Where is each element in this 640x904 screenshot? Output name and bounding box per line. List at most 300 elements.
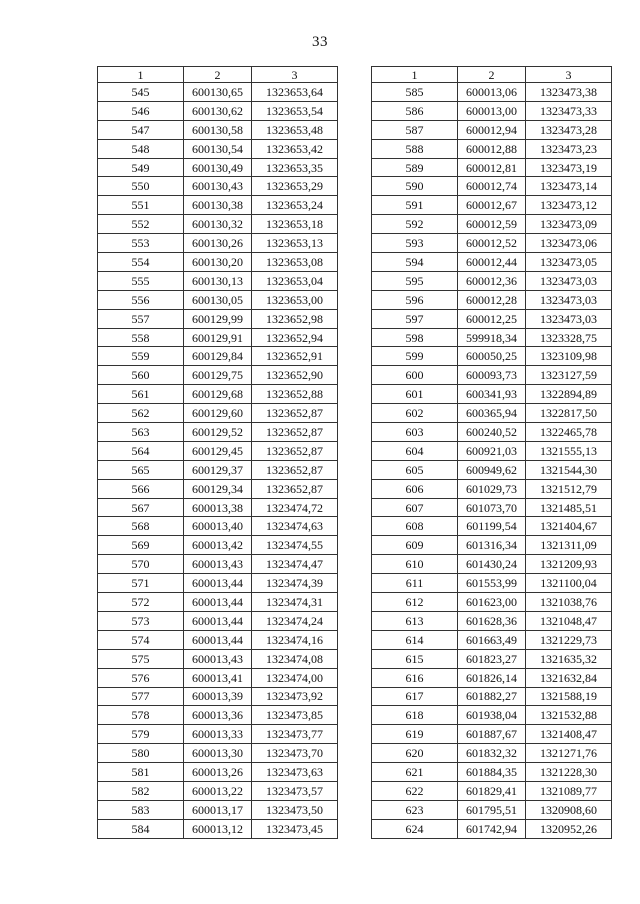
table-row	[372, 649, 612, 668]
x-coordinate-cell: 601823,27	[458, 649, 526, 668]
table-row	[372, 196, 612, 215]
point-number-cell: 603	[372, 423, 458, 442]
y-coordinate-cell: 1321635,32	[526, 649, 612, 668]
x-coordinate-cell: 600129,75	[184, 366, 252, 385]
y-coordinate-cell: 1323473,63	[252, 763, 338, 782]
x-coordinate-cell: 600012,94	[458, 120, 526, 139]
table-row	[98, 630, 338, 649]
x-coordinate-cell: 600130,20	[184, 253, 252, 272]
x-coordinate-cell: 601316,34	[458, 536, 526, 555]
y-coordinate-cell: 1321555,13	[526, 441, 612, 460]
y-coordinate-cell: 1323653,64	[252, 83, 338, 102]
table-row	[98, 687, 338, 706]
table-row	[372, 725, 612, 744]
table-row	[98, 309, 338, 328]
table-row	[98, 649, 338, 668]
point-number-cell: 562	[98, 404, 184, 423]
x-coordinate-cell: 600013,22	[184, 781, 252, 800]
point-number-cell: 567	[98, 498, 184, 517]
table-row	[372, 611, 612, 630]
y-coordinate-cell: 1323473,77	[252, 725, 338, 744]
column-header-x: 2	[458, 67, 526, 83]
point-number-cell: 553	[98, 234, 184, 253]
x-coordinate-cell: 600013,33	[184, 725, 252, 744]
y-coordinate-cell: 1323653,00	[252, 290, 338, 309]
point-number-cell: 560	[98, 366, 184, 385]
y-coordinate-cell: 1323474,39	[252, 574, 338, 593]
point-number-cell: 606	[372, 479, 458, 498]
table-row	[98, 800, 338, 819]
y-coordinate-cell: 1323652,88	[252, 385, 338, 404]
x-coordinate-cell: 601663,49	[458, 630, 526, 649]
x-coordinate-cell: 600013,00	[458, 101, 526, 120]
table-row	[98, 819, 338, 838]
y-coordinate-cell: 1323473,28	[526, 120, 612, 139]
point-number-cell: 548	[98, 139, 184, 158]
table-row	[98, 253, 338, 272]
x-coordinate-cell: 600129,52	[184, 423, 252, 442]
point-number-cell: 550	[98, 177, 184, 196]
x-coordinate-cell: 600130,62	[184, 101, 252, 120]
x-coordinate-cell: 600013,42	[184, 536, 252, 555]
point-number-cell: 551	[98, 196, 184, 215]
x-coordinate-cell: 600013,44	[184, 630, 252, 649]
point-number-cell: 616	[372, 668, 458, 687]
point-number-cell: 605	[372, 460, 458, 479]
table-row	[372, 763, 612, 782]
table-row	[372, 536, 612, 555]
y-coordinate-cell: 1323653,08	[252, 253, 338, 272]
point-number-cell: 608	[372, 517, 458, 536]
x-coordinate-cell: 600130,65	[184, 83, 252, 102]
point-number-cell: 563	[98, 423, 184, 442]
y-coordinate-cell: 1323474,63	[252, 517, 338, 536]
y-coordinate-cell: 1321485,51	[526, 498, 612, 517]
point-number-cell: 549	[98, 158, 184, 177]
x-coordinate-cell: 601795,51	[458, 800, 526, 819]
table-row	[372, 819, 612, 838]
point-number-cell: 584	[98, 819, 184, 838]
point-number-cell: 585	[372, 83, 458, 102]
y-coordinate-cell: 1321311,09	[526, 536, 612, 555]
y-coordinate-cell: 1322894,89	[526, 385, 612, 404]
point-number-cell: 575	[98, 649, 184, 668]
point-number-cell: 614	[372, 630, 458, 649]
table-row	[372, 498, 612, 517]
table-row	[98, 177, 338, 196]
table-row	[98, 328, 338, 347]
point-number-cell: 568	[98, 517, 184, 536]
point-number-cell: 590	[372, 177, 458, 196]
y-coordinate-cell: 1323473,05	[526, 253, 612, 272]
point-number-cell: 557	[98, 309, 184, 328]
y-coordinate-cell: 1323653,42	[252, 139, 338, 158]
table-row	[372, 101, 612, 120]
table-header-row	[98, 67, 338, 83]
y-coordinate-cell: 1320908,60	[526, 800, 612, 819]
y-coordinate-cell: 1323473,85	[252, 706, 338, 725]
x-coordinate-cell: 601628,36	[458, 611, 526, 630]
x-coordinate-cell: 601884,35	[458, 763, 526, 782]
point-number-cell: 611	[372, 574, 458, 593]
table-header-row	[372, 67, 612, 83]
table-row	[372, 215, 612, 234]
x-coordinate-cell: 600129,34	[184, 479, 252, 498]
table-row	[372, 423, 612, 442]
table-row	[372, 139, 612, 158]
column-header-y: 3	[252, 67, 338, 83]
point-number-cell: 570	[98, 555, 184, 574]
coordinates-table-right-body	[372, 67, 612, 839]
y-coordinate-cell: 1323652,87	[252, 404, 338, 423]
y-coordinate-cell: 1321038,76	[526, 593, 612, 612]
table-row	[372, 441, 612, 460]
x-coordinate-cell: 600013,43	[184, 555, 252, 574]
y-coordinate-cell: 1323474,16	[252, 630, 338, 649]
x-coordinate-cell: 600012,44	[458, 253, 526, 272]
x-coordinate-cell: 600130,54	[184, 139, 252, 158]
y-coordinate-cell: 1323473,70	[252, 744, 338, 763]
point-number-cell: 620	[372, 744, 458, 763]
point-number-cell: 591	[372, 196, 458, 215]
y-coordinate-cell: 1321100,04	[526, 574, 612, 593]
point-number-cell: 618	[372, 706, 458, 725]
coordinates-table-left-body	[98, 67, 338, 839]
point-number-cell: 547	[98, 120, 184, 139]
point-number-cell: 615	[372, 649, 458, 668]
table-row	[372, 517, 612, 536]
y-coordinate-cell: 1321408,47	[526, 725, 612, 744]
x-coordinate-cell: 600129,45	[184, 441, 252, 460]
table-row	[372, 630, 612, 649]
table-row	[98, 593, 338, 612]
table-row	[98, 385, 338, 404]
x-coordinate-cell: 600013,40	[184, 517, 252, 536]
table-row	[98, 158, 338, 177]
point-number-cell: 623	[372, 800, 458, 819]
point-number-cell: 589	[372, 158, 458, 177]
y-coordinate-cell: 1323652,87	[252, 460, 338, 479]
x-coordinate-cell: 600130,58	[184, 120, 252, 139]
x-coordinate-cell: 600012,59	[458, 215, 526, 234]
table-row	[372, 120, 612, 139]
point-number-cell: 622	[372, 781, 458, 800]
point-number-cell: 600	[372, 366, 458, 385]
y-coordinate-cell: 1321544,30	[526, 460, 612, 479]
table-row	[98, 441, 338, 460]
table-row	[372, 328, 612, 347]
x-coordinate-cell: 600130,26	[184, 234, 252, 253]
table-row	[98, 234, 338, 253]
x-coordinate-cell: 600013,06	[458, 83, 526, 102]
table-row	[98, 120, 338, 139]
y-coordinate-cell: 1321209,93	[526, 555, 612, 574]
point-number-cell: 597	[372, 309, 458, 328]
point-number-cell: 574	[98, 630, 184, 649]
y-coordinate-cell: 1323473,03	[526, 290, 612, 309]
x-coordinate-cell: 600129,99	[184, 309, 252, 328]
table-row	[372, 290, 612, 309]
x-coordinate-cell: 600013,30	[184, 744, 252, 763]
point-number-cell: 621	[372, 763, 458, 782]
x-coordinate-cell: 600012,88	[458, 139, 526, 158]
point-number-cell: 546	[98, 101, 184, 120]
x-coordinate-cell: 600050,25	[458, 347, 526, 366]
y-coordinate-cell: 1323473,19	[526, 158, 612, 177]
table-row	[372, 687, 612, 706]
y-coordinate-cell: 1323474,55	[252, 536, 338, 555]
table-row	[372, 366, 612, 385]
point-number-cell: 624	[372, 819, 458, 838]
table-row	[98, 706, 338, 725]
y-coordinate-cell: 1323473,12	[526, 196, 612, 215]
x-coordinate-cell: 601742,94	[458, 819, 526, 838]
table-row	[98, 517, 338, 536]
y-coordinate-cell: 1323473,09	[526, 215, 612, 234]
table-row	[372, 706, 612, 725]
table-row	[372, 253, 612, 272]
point-number-cell: 577	[98, 687, 184, 706]
point-number-cell: 552	[98, 215, 184, 234]
table-row	[372, 593, 612, 612]
x-coordinate-cell: 600013,26	[184, 763, 252, 782]
point-number-cell: 565	[98, 460, 184, 479]
y-coordinate-cell: 1321228,30	[526, 763, 612, 782]
x-coordinate-cell: 601887,67	[458, 725, 526, 744]
y-coordinate-cell: 1323473,14	[526, 177, 612, 196]
x-coordinate-cell: 600129,84	[184, 347, 252, 366]
y-coordinate-cell: 1323474,08	[252, 649, 338, 668]
point-number-cell: 545	[98, 83, 184, 102]
x-coordinate-cell: 601199,54	[458, 517, 526, 536]
x-coordinate-cell: 600013,41	[184, 668, 252, 687]
table-row	[372, 234, 612, 253]
point-number-cell: 561	[98, 385, 184, 404]
point-number-cell: 588	[372, 139, 458, 158]
table-row	[372, 385, 612, 404]
y-coordinate-cell: 1321229,73	[526, 630, 612, 649]
table-row	[372, 668, 612, 687]
table-row	[372, 479, 612, 498]
table-row	[98, 290, 338, 309]
x-coordinate-cell: 600013,43	[184, 649, 252, 668]
y-coordinate-cell: 1323652,87	[252, 423, 338, 442]
x-coordinate-cell: 600093,73	[458, 366, 526, 385]
point-number-cell: 593	[372, 234, 458, 253]
table-row	[372, 177, 612, 196]
y-coordinate-cell: 1323473,06	[526, 234, 612, 253]
x-coordinate-cell: 600012,28	[458, 290, 526, 309]
table-row	[98, 668, 338, 687]
y-coordinate-cell: 1323109,98	[526, 347, 612, 366]
x-coordinate-cell: 601938,04	[458, 706, 526, 725]
table-row	[372, 744, 612, 763]
x-coordinate-cell: 600012,74	[458, 177, 526, 196]
point-number-cell: 572	[98, 593, 184, 612]
y-coordinate-cell: 1322465,78	[526, 423, 612, 442]
y-coordinate-cell: 1323473,03	[526, 271, 612, 290]
column-header-y: 3	[526, 67, 612, 83]
y-coordinate-cell: 1323652,90	[252, 366, 338, 385]
y-coordinate-cell: 1323473,50	[252, 800, 338, 819]
table-row	[98, 536, 338, 555]
y-coordinate-cell: 1323474,47	[252, 555, 338, 574]
table-row	[372, 309, 612, 328]
table-row	[98, 215, 338, 234]
x-coordinate-cell: 601882,27	[458, 687, 526, 706]
point-number-cell: 594	[372, 253, 458, 272]
point-number-cell: 582	[98, 781, 184, 800]
point-number-cell: 613	[372, 611, 458, 630]
y-coordinate-cell: 1323473,45	[252, 819, 338, 838]
point-number-cell: 609	[372, 536, 458, 555]
x-coordinate-cell: 601623,00	[458, 593, 526, 612]
table-row	[372, 404, 612, 423]
x-coordinate-cell: 601829,41	[458, 781, 526, 800]
x-coordinate-cell: 600129,68	[184, 385, 252, 404]
x-coordinate-cell: 600013,12	[184, 819, 252, 838]
table-row	[98, 555, 338, 574]
x-coordinate-cell: 601553,99	[458, 574, 526, 593]
x-coordinate-cell: 600130,05	[184, 290, 252, 309]
y-coordinate-cell: 1323127,59	[526, 366, 612, 385]
x-coordinate-cell: 600013,17	[184, 800, 252, 819]
point-number-cell: 607	[372, 498, 458, 517]
point-number-cell: 555	[98, 271, 184, 290]
y-coordinate-cell: 1323652,87	[252, 479, 338, 498]
point-number-cell: 601	[372, 385, 458, 404]
y-coordinate-cell: 1323653,04	[252, 271, 338, 290]
page-number: 33	[312, 34, 328, 50]
y-coordinate-cell: 1323328,75	[526, 328, 612, 347]
point-number-cell: 586	[372, 101, 458, 120]
point-number-cell: 604	[372, 441, 458, 460]
y-coordinate-cell: 1323652,87	[252, 441, 338, 460]
x-coordinate-cell: 600013,44	[184, 611, 252, 630]
x-coordinate-cell: 600129,60	[184, 404, 252, 423]
point-number-cell: 581	[98, 763, 184, 782]
table-row	[98, 271, 338, 290]
x-coordinate-cell: 600130,38	[184, 196, 252, 215]
y-coordinate-cell: 1323653,29	[252, 177, 338, 196]
table-row	[98, 139, 338, 158]
x-coordinate-cell: 600013,38	[184, 498, 252, 517]
x-coordinate-cell: 601826,14	[458, 668, 526, 687]
table-row	[372, 800, 612, 819]
table-row	[98, 479, 338, 498]
y-coordinate-cell: 1321632,84	[526, 668, 612, 687]
y-coordinate-cell: 1323653,18	[252, 215, 338, 234]
table-row	[98, 574, 338, 593]
x-coordinate-cell: 600129,37	[184, 460, 252, 479]
table-row	[98, 781, 338, 800]
y-coordinate-cell: 1322817,50	[526, 404, 612, 423]
table-row	[98, 404, 338, 423]
table-row	[98, 423, 338, 442]
table-row	[98, 611, 338, 630]
point-number-cell: 569	[98, 536, 184, 555]
table-row	[372, 781, 612, 800]
y-coordinate-cell: 1323653,13	[252, 234, 338, 253]
point-number-cell: 578	[98, 706, 184, 725]
y-coordinate-cell: 1323473,57	[252, 781, 338, 800]
y-coordinate-cell: 1323474,00	[252, 668, 338, 687]
table-row	[372, 158, 612, 177]
point-number-cell: 595	[372, 271, 458, 290]
y-coordinate-cell: 1323652,94	[252, 328, 338, 347]
table-row	[98, 101, 338, 120]
table-row	[98, 763, 338, 782]
x-coordinate-cell: 600130,13	[184, 271, 252, 290]
x-coordinate-cell: 600013,39	[184, 687, 252, 706]
table-row	[372, 83, 612, 102]
y-coordinate-cell: 1321512,79	[526, 479, 612, 498]
x-coordinate-cell: 601029,73	[458, 479, 526, 498]
x-coordinate-cell: 600129,91	[184, 328, 252, 347]
table-row	[98, 366, 338, 385]
coordinates-table-left	[97, 66, 338, 839]
y-coordinate-cell: 1323474,31	[252, 593, 338, 612]
y-coordinate-cell: 1323653,48	[252, 120, 338, 139]
x-coordinate-cell: 600130,43	[184, 177, 252, 196]
point-number-cell: 610	[372, 555, 458, 574]
table-row	[98, 196, 338, 215]
y-coordinate-cell: 1323652,98	[252, 309, 338, 328]
table-row	[98, 347, 338, 366]
point-number-cell: 602	[372, 404, 458, 423]
y-coordinate-cell: 1323653,24	[252, 196, 338, 215]
point-number-cell: 583	[98, 800, 184, 819]
y-coordinate-cell: 1323473,23	[526, 139, 612, 158]
x-coordinate-cell: 600012,67	[458, 196, 526, 215]
table-row	[372, 460, 612, 479]
y-coordinate-cell: 1321271,76	[526, 744, 612, 763]
y-coordinate-cell: 1323653,35	[252, 158, 338, 177]
column-header-number: 1	[372, 67, 458, 83]
point-number-cell: 571	[98, 574, 184, 593]
x-coordinate-cell: 600012,81	[458, 158, 526, 177]
x-coordinate-cell: 600012,36	[458, 271, 526, 290]
table-row	[372, 574, 612, 593]
point-number-cell: 617	[372, 687, 458, 706]
table-row	[98, 744, 338, 763]
x-coordinate-cell: 600240,52	[458, 423, 526, 442]
x-coordinate-cell: 600013,44	[184, 574, 252, 593]
x-coordinate-cell: 601430,24	[458, 555, 526, 574]
x-coordinate-cell: 600013,36	[184, 706, 252, 725]
x-coordinate-cell: 601832,32	[458, 744, 526, 763]
point-number-cell: 596	[372, 290, 458, 309]
y-coordinate-cell: 1321048,47	[526, 611, 612, 630]
coordinates-table-right	[371, 66, 612, 839]
x-coordinate-cell: 600949,62	[458, 460, 526, 479]
y-coordinate-cell: 1321532,88	[526, 706, 612, 725]
x-coordinate-cell: 600130,32	[184, 215, 252, 234]
y-coordinate-cell: 1323473,33	[526, 101, 612, 120]
point-number-cell: 579	[98, 725, 184, 744]
point-number-cell: 558	[98, 328, 184, 347]
table-row	[98, 725, 338, 744]
table-row	[98, 83, 338, 102]
x-coordinate-cell: 600365,94	[458, 404, 526, 423]
point-number-cell: 564	[98, 441, 184, 460]
point-number-cell: 576	[98, 668, 184, 687]
x-coordinate-cell: 600341,93	[458, 385, 526, 404]
point-number-cell: 556	[98, 290, 184, 309]
y-coordinate-cell: 1323473,38	[526, 83, 612, 102]
x-coordinate-cell: 600012,25	[458, 309, 526, 328]
point-number-cell: 573	[98, 611, 184, 630]
